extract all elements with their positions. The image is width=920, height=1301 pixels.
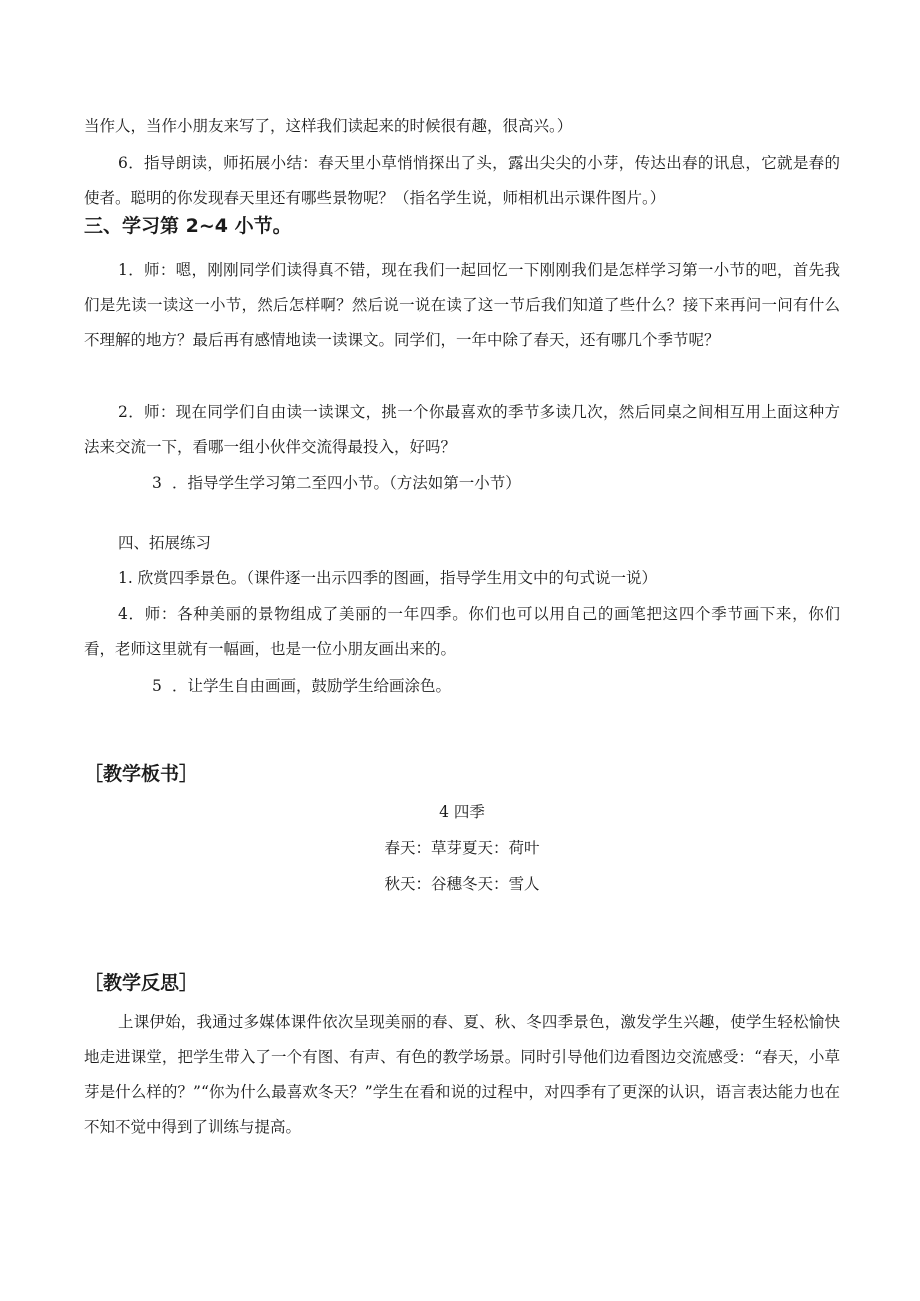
board-line-1: 春天：草芽夏天：荷叶: [384, 839, 540, 857]
step-5-number: 5: [152, 677, 162, 695]
step-2-paragraph: [84, 395, 840, 465]
step-5-paragraph: [84, 669, 840, 704]
reflection-paragraph: 上课伊始，我通过多媒体课件依次呈现美丽的春、夏、秋、冬四季景色，激发学生兴趣，使学生轻松愉快地走进课堂，把学生带入了一个有图、有声、有色的教学场景。同时引导他们边看图边交流感受：“春天，小草芽是什么样的？”“你为什么最喜欢冬天？”学生在看和说的过程中，对四季有了更深的认识，语言表达能力也在不知不觉中得到了训练与提高。: [84, 1013, 840, 1136]
board-title: 4 四季: [439, 803, 485, 821]
reflection-heading: ［教学反思］: [84, 972, 199, 994]
section-3-heading: 三、学习第 2~4 小节。: [84, 215, 292, 237]
step-2-number: 2: [118, 403, 128, 421]
step-5-text: ．让学生自由画画，鼓励学生给画涂色。: [172, 677, 452, 695]
step-6-number: 6: [118, 154, 128, 172]
step-4-text: ．师：各种美丽的景物组成了美丽的一年四季。你们也可以用自己的画笔把这四个季节画下来，你们看，老师这里就有一幅画，也是一位小朋友画出来的。: [84, 605, 840, 658]
step-4-paragraph: [84, 597, 840, 667]
step-1-text: ．师：嗯，刚刚同学们读得真不错，现在我们一起回忆一下刚刚我们是怎样学习第一小节的吧，首先我们是先读一读这一小节，然后怎样啊？然后说一说在读了这一节后我们知道了些什么？接下来再问一问有什么不理解的地方？最后再有感情地读一读课文。同学们，一年中除了春天，还有哪几个季节呢？: [84, 261, 840, 349]
step-4-number: 4: [118, 605, 128, 623]
board-line-2: 秋天：谷穗冬天：雪人: [384, 875, 540, 893]
step-6-paragraph: [84, 146, 840, 216]
step-1-number: 1: [118, 261, 128, 279]
continued-paragraph: 当作人，当作小朋友来写了，这样我们读起来的时候很有趣，很高兴。）: [84, 117, 573, 135]
step-3-text: ．指导学生学习第二至四小节。（方法如第一小节）: [172, 474, 521, 492]
section-4-heading: 四、拓展练习: [118, 534, 212, 552]
step-6-text: ．指导朗读，师拓展小结：春天里小草悄悄探出了头，露出尖尖的小芽，传达出春的讯息，它就是春的使者。聪明的你发现春天里还有哪些景物呢？（指名学生说，师相机出示课件图片。）: [84, 154, 840, 207]
step-3-paragraph: [84, 466, 840, 501]
step-1-paragraph: [84, 253, 840, 358]
step-3-number: 3: [152, 474, 162, 492]
board-heading: ［教学板书］: [84, 763, 199, 785]
step-2-text: ．师：现在同学们自由读一读课文，挑一个你最喜欢的季节多读几次，然后同桌之间相互用上面这种方法来交流一下，看哪一组小伙伴交流得最投入，好吗？: [84, 403, 840, 456]
extension-item-1: 1. 欣赏四季景色。（课件逐一出示四季的图画，指导学生用文中的句式说一说）: [118, 569, 657, 587]
